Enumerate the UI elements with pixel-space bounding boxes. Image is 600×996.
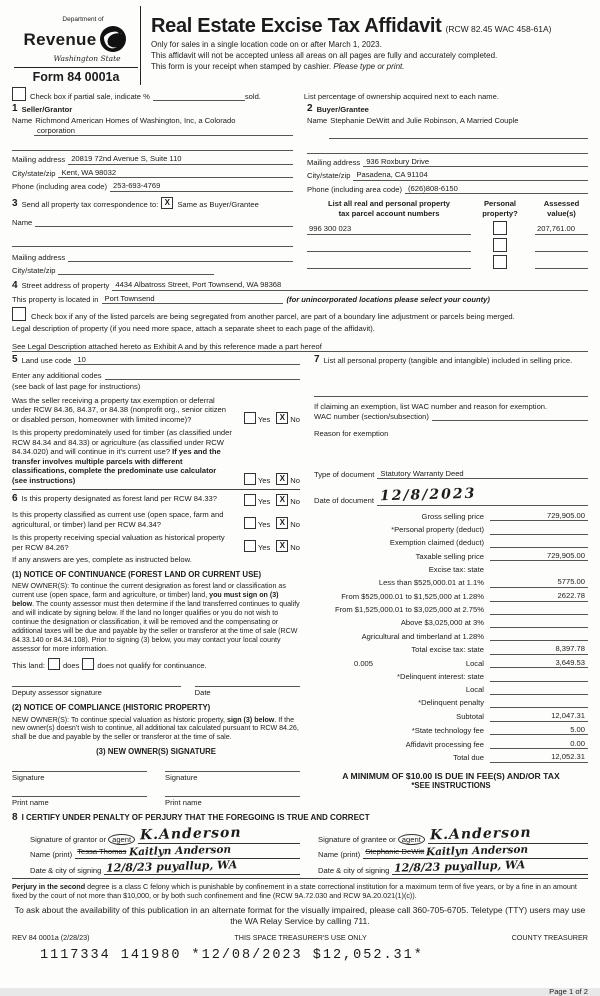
sold-label: sold. (244, 91, 261, 101)
seller-name-value[interactable]: Richmond American Homes of Washington, Inc, a Colorado (35, 116, 236, 126)
delinquent-interest-state-value[interactable] (490, 672, 588, 682)
divider (12, 489, 300, 490)
subtotal-value[interactable]: 12,047.31 (490, 711, 588, 721)
owner-signature-field-2[interactable]: Signature (165, 771, 300, 782)
grantee-name-value[interactable]: Kaitlyn Anderson (426, 844, 529, 859)
assessed-value-field[interactable] (535, 258, 588, 269)
washington-state-label: Washington State (53, 54, 121, 64)
personal-property-list-field[interactable] (314, 387, 588, 397)
partial-sale-percent-field[interactable] (153, 91, 245, 101)
correspondence-name-field[interactable] (35, 217, 293, 227)
correspondence-label: Send all property tax correspondence to: (21, 199, 159, 209)
section-3-correspondence (12, 197, 303, 275)
wac-number-label: WAC number (section/subsection) (314, 412, 429, 421)
local-tax-value[interactable]: 3,649.53 (490, 658, 588, 668)
buyer-name-extra-field[interactable] (307, 144, 588, 154)
buyer-city-value[interactable]: Pasadena, CA 91104 (353, 170, 588, 180)
tier1-tax-value[interactable]: 5775.00 (490, 577, 588, 587)
section-4-number: 4 (12, 279, 18, 291)
section-6-number: 6 (12, 493, 18, 505)
section-8-number: 8 (12, 811, 18, 823)
header-note-2: This affidavit will not be accepted unless all areas on all pages are fully and accurately completed. (151, 51, 498, 60)
personal-property-checkbox[interactable] (493, 255, 507, 269)
q5-yes-checkbox[interactable] (244, 540, 256, 552)
grantor-name-value[interactable]: Kaitlyn Anderson (128, 844, 231, 859)
deputy-date-field[interactable]: Date (195, 686, 300, 697)
seller-name-value-2[interactable]: corporation (34, 126, 293, 136)
parcel-number-field[interactable] (307, 258, 471, 269)
section-5-number: 5 (12, 354, 18, 366)
grantee-name-struck: Stephanie DeWitt (365, 847, 425, 857)
minimum-due-note: A MINIMUM OF $10.00 IS DUE IN FEE(S) AND/OR TAX (342, 770, 560, 781)
assessed-value-field[interactable]: 207,761.00 (535, 224, 588, 235)
buyer-city-label: City/state/zip (307, 171, 351, 181)
delinquent-penalty-value[interactable] (490, 698, 588, 708)
does-not-checkbox[interactable] (82, 658, 94, 670)
buyer-heading: Buyer/Grantee (316, 104, 369, 114)
tier3-tax-value[interactable] (490, 605, 588, 615)
parcel-number-field[interactable] (307, 241, 471, 252)
historic-question: Is this property receiving special valuation as historical property per RCW 84.26? Yes X No (12, 533, 300, 552)
grantor-signature-value[interactable]: K.Anderson (139, 824, 242, 844)
seller-city-value[interactable]: Kent, WA 98032 (58, 168, 293, 178)
personal-property-checkbox[interactable] (493, 221, 507, 235)
same-as-buyer-label: Same as Buyer/Grantee (177, 199, 259, 209)
owner-print-name-field-2[interactable]: Print name (165, 796, 300, 807)
agent-circled: agent (108, 834, 135, 845)
land-use-value[interactable]: 10 (74, 355, 300, 365)
q4-yes-checkbox[interactable] (244, 517, 256, 529)
q2-no-checkbox[interactable]: X (276, 473, 288, 485)
seller-mailing-label: Mailing address (12, 155, 66, 165)
tier2-tax-value[interactable]: 2622.78 (490, 591, 588, 601)
seller-mailing-value[interactable]: 20819 72nd Avenue S, Suite 110 (68, 154, 293, 164)
personal-property-col-header: Personal property? (482, 199, 518, 218)
buyer-phone-value[interactable]: (626)808-6150 (405, 184, 588, 194)
date-of-document-label: Date of document (314, 496, 374, 506)
total-due-value[interactable]: 12,052.31 (490, 752, 588, 762)
does-checkbox[interactable] (48, 658, 60, 670)
treasurer-space-label: THIS SPACE TREASURER'S USE ONLY (234, 932, 367, 942)
q1-no-checkbox[interactable]: X (276, 412, 288, 424)
section-2-number: 2 (307, 103, 313, 115)
grantee-date-value[interactable]: 12/8/23 puyallup, WA (394, 858, 526, 876)
seller-section (12, 104, 303, 194)
buyer-name-label: Name (307, 116, 328, 126)
exemption-claimed-value[interactable] (490, 538, 588, 548)
correspondence-extra-field[interactable] (12, 237, 293, 247)
footer-row (12, 933, 588, 942)
accessibility-note: To ask about the availability of this publication in an alternate format for the visually impaired, please call 360-705-6705. Teletype (TTY) users may use the WA Relay Service by calling 711. (14, 905, 586, 926)
parcel-row (307, 255, 588, 269)
county-note: (for unincorporated locations please select your county) (286, 294, 490, 304)
ownership-note: List percentage of ownership acquired next to each name. (303, 91, 499, 101)
section-1-number: 1 (12, 103, 18, 115)
form-number: Form 84 0001a (32, 69, 120, 84)
certify-heading: I CERTIFY UNDER PENALTY OF PERJURY THAT THE FOREGOING IS TRUE AND CORRECT (21, 812, 370, 822)
grantor-name-struck: Tessa Thomas (77, 847, 127, 857)
gross-selling-price-value[interactable]: 729,905.00 (490, 511, 588, 521)
partial-sale-checkbox[interactable] (12, 87, 26, 101)
treasurer-stamp: 1117334 141980 *12/08/2023 $12,052.31* (40, 947, 424, 963)
section-7-number: 7 (314, 354, 320, 365)
notice-continuance-heading: (1) NOTICE OF CONTINUANCE (FOREST LAND OR CURRENT USE) (12, 569, 262, 579)
rev-form-number: REV 84 0001a (2/28/23) (12, 932, 90, 942)
personal-property-deduct-value[interactable] (490, 525, 588, 535)
assessed-value-field[interactable] (535, 241, 588, 252)
legal-description-label: Legal description of property (if you need more space, attach a separate sheet to each page of the affidavit). (12, 324, 375, 334)
q2-yes-checkbox[interactable] (244, 473, 256, 485)
new-owner-signature-heading: (3) NEW OWNER(S) SIGNATURE (96, 747, 216, 757)
tax-computation-table: Gross selling price 729,905.00 *Personal property (deduct) Exemption claimed (deduct) Taxable selling price 729,905.00 Excise tax: state Less than $525,000.01 at 1.1% 5775.00 From $525,000.01 to $1,525,000 at 1.28% 2622.78 From $1,525,000.01 to $3,025,000 at 2.75% Above $3,025,000 at 3% Agricultural and timberland at 1.28% Total excise tax: state 8,397.78 0.005 Local 3,649.53 *Delinquent interest: state Local *Delinquent penalty Subtotal 12,047.31 *State technology fee 5.00 Affidavit processing fee 0.00 Total due 12,052.31 (314, 511, 588, 763)
seller-city-label: City/state/zip (12, 168, 56, 178)
same-as-buyer-checkbox[interactable]: X (161, 197, 173, 209)
additional-codes-field[interactable] (105, 370, 301, 380)
forest-land-question: 6 Is this property designated as forest land per RCW 84.33? Yes X No (12, 493, 300, 506)
exemption-question: Was the seller receiving a property tax exemption or deferral under RCW 84.36, 84.37, or 84.38 (nonprofit org., senior citizen or disabled person, homeowner with limited income)? Yes X No (12, 395, 300, 424)
parcel-table (303, 197, 588, 275)
q1-yes-checkbox[interactable] (244, 412, 256, 424)
section-4-property (12, 280, 588, 352)
logo-divider (14, 67, 138, 68)
buyer-section (303, 104, 588, 194)
page-number: Page 1 of 2 (549, 986, 588, 996)
form-header (12, 6, 588, 85)
grantee-signature-block: Signature of grantee or agent K.Anderson Name (print) Stephanie DeWitt Kaitlyn Anderson Date & city of signing 12/8/23 puyallup, WA (300, 825, 588, 875)
personal-property-checkbox[interactable] (493, 238, 507, 252)
seller-name-label: Name (12, 116, 33, 126)
agent-circled: agent (398, 834, 425, 845)
buyer-mailing-label: Mailing address (307, 157, 361, 167)
land-use-label: Land use code (21, 356, 72, 365)
timber-question: Is this property predominately used for timber (as classified under RCW 84.34 and 84.33) or agriculture (as classified under RCW 84.34.020) and will continue in it's current use? If yes and the transfer involves multiple parcels with different classifications, complete the predominate use calculator (see instructions) Yes X No (12, 428, 300, 485)
delinquent-interest-local-value[interactable] (490, 685, 588, 695)
assessed-value-col-header: Assessed value(s) (543, 199, 580, 218)
land-qualify-row: This land: does does not qualify for continuance. (12, 658, 300, 670)
buyer-name-line[interactable] (329, 129, 588, 139)
form-title: Real Estate Excise Tax Affidavit (151, 15, 442, 37)
county-treasurer-label: COUNTY TREASURER (511, 932, 588, 942)
parcel-col-header: List all real and personal property tax parcel account numbers (328, 199, 450, 218)
correspondence-name-label: Name (12, 217, 33, 227)
wac-number-field[interactable] (432, 411, 588, 421)
grantor-date-value[interactable]: 12/8/23 puyallup, WA (106, 858, 238, 876)
owner-print-name-field-1[interactable]: Print name (12, 796, 147, 807)
local-rate-label: 0.005 (354, 658, 374, 668)
if-yes-note: If any answers are yes, complete as instructed below. (12, 555, 192, 565)
notice-compliance-heading: (2) NOTICE OF COMPLIANCE (HISTORIC PROPERTY) (12, 702, 211, 712)
perjury-note: Perjury in the second degree is a class C felony which is punishable by confinement in a state correctional institution for a maximum term of five years, or by a fine in an amount fixed by the court of not more than $10,000, or by both such confinement and fine (RCW 9A.72.030 and RCW 9A.20.021(1)(c)). (12, 878, 588, 900)
type-of-document-label: Type of document (314, 469, 375, 479)
personal-property-intro: List all personal property (tangible and intangible) included in selling price. (323, 355, 573, 365)
type-or-print-note: Please type or print. (333, 62, 405, 71)
header-note-1: Only for sales in a single location code on or after March 1, 2023. (151, 40, 382, 49)
partial-sale-label: Check box if partial sale, indicate % (30, 91, 150, 101)
type-of-document-value[interactable]: Statutory Warranty Deed (377, 469, 588, 479)
date-of-document-value[interactable]: 12/8/2023 (379, 486, 477, 505)
total-excise-state-value[interactable]: 8,397.78 (490, 644, 588, 654)
additional-codes-label: Enter any additional codes (12, 371, 102, 380)
segregated-checkbox[interactable] (12, 307, 26, 321)
q3-yes-checkbox[interactable] (244, 494, 256, 506)
partial-sale-row (12, 87, 588, 101)
seller-phone-value[interactable]: 253-693-4769 (110, 181, 293, 191)
seller-heading: Seller/Grantor (21, 104, 73, 114)
seller-name-extra-field[interactable] (12, 141, 293, 151)
left-column (12, 355, 310, 808)
buyer-phone-label: Phone (including area code) (307, 184, 402, 194)
agricultural-tax-value[interactable] (490, 631, 588, 641)
dor-logo-block (12, 6, 140, 85)
deputy-assessor-signature-field[interactable]: Deputy assessor signature (12, 686, 181, 697)
q3-no-checkbox[interactable]: X (276, 494, 288, 506)
notice-compliance-body: NEW OWNER(S): To continue special valuation as historic property, sign (3) below. If the new owner(s) doesn't wish to continue, all additional tax calculated pursuant to RCW 84.26, shall be due and payable by the seller or transferor at the time of sale. (12, 715, 299, 742)
seller-phone-label: Phone (including area code) (12, 182, 107, 192)
form-title-ref: (RCW 82.45 WAC 458-61A) (445, 24, 552, 34)
legal-description-value[interactable]: See Legal Description attached hereto as Exhibit A and by this reference made a part hereof (12, 342, 588, 352)
parcel-row (307, 221, 588, 235)
revenue-wordmark: Revenue (23, 29, 97, 49)
tier4-tax-value[interactable] (490, 618, 588, 628)
segregated-label: Check box if any of the listed parcels are being segregated from another parcel, are part of a boundary line adjustment or parcels being merged. (31, 311, 515, 321)
located-in-label: This property is located in (12, 294, 99, 304)
excise-tax-state-header (490, 565, 588, 574)
reason-for-exemption-label: Reason for exemption (314, 429, 389, 439)
current-use-question: Is this property classified as current use (open space, farm and agricultural, or timber) land per RCW 84.34? Yes X No (12, 510, 300, 529)
grantor-signature-block: Signature of grantor or agent K.Anderson Name (print) Tessa Thomas Kaitlyn Anderson Date & city of signing 12/8/23 puyallup, WA (12, 825, 300, 875)
dept-of-label: Department of (62, 16, 104, 23)
section-3-number: 3 (12, 198, 18, 210)
buyer-name-value[interactable]: Stephanie DeWitt and Julie Robinson, A Married Couple (330, 116, 519, 126)
parcel-number-field[interactable]: 996 300 023 (307, 224, 471, 235)
exemption-claim-label: If claiming an exemption, list WAC number and reason for exemption. (314, 402, 548, 411)
correspondence-mailing-label: Mailing address (12, 252, 66, 262)
correspondence-mailing-field[interactable] (68, 252, 293, 262)
street-address-value[interactable]: 4434 Albatross Street, Port Townsend, WA 98368 (112, 280, 588, 290)
see-instructions-note: *SEE INSTRUCTIONS (411, 781, 491, 791)
header-note-3: This form is your receipt when stamped by cashier. Please type or print. (151, 62, 405, 71)
correspondence-city-field[interactable] (58, 265, 214, 275)
see-back-note: (see back of last page for instructions) (12, 382, 141, 392)
parcel-row (307, 238, 588, 252)
taxable-selling-price-value[interactable]: 729,905.00 (490, 551, 588, 561)
street-address-label: Street address of property (21, 281, 110, 291)
correspondence-city-label: City/state/zip (12, 265, 56, 275)
affidavit-processing-fee-value[interactable]: 0.00 (490, 739, 588, 749)
q5-no-checkbox[interactable]: X (276, 540, 288, 552)
notice-continuance-body: NEW OWNER(S): To continue the current designation as forest land or classification as current use (open space, farm and agriculture, or timber) land, you must sign on (3) below. The county assessor must then determine if the land transferred continues to qualify and will indicate by signing below. If the land no longer qualifies or you do not wish to continue the designation or classification, it will be removed and the compensating or additional taxes will be due and payable by the seller or transferor at the time of sale (RCW 84.33.140 or 84.34.108). Prior to signing (3) below, you may contact your local county assessor for more information. (12, 582, 300, 653)
buyer-mailing-value[interactable]: 936 Roxbury Drive (363, 157, 588, 167)
located-in-value[interactable]: Port Townsend (102, 294, 283, 304)
grantee-signature-value[interactable]: K.Anderson (429, 824, 532, 844)
right-column (310, 355, 588, 808)
state-technology-fee-value[interactable]: 5.00 (490, 725, 588, 735)
dor-swirl-icon (98, 24, 128, 54)
q4-no-checkbox[interactable]: X (276, 517, 288, 529)
owner-signature-field-1[interactable]: Signature (12, 771, 147, 782)
